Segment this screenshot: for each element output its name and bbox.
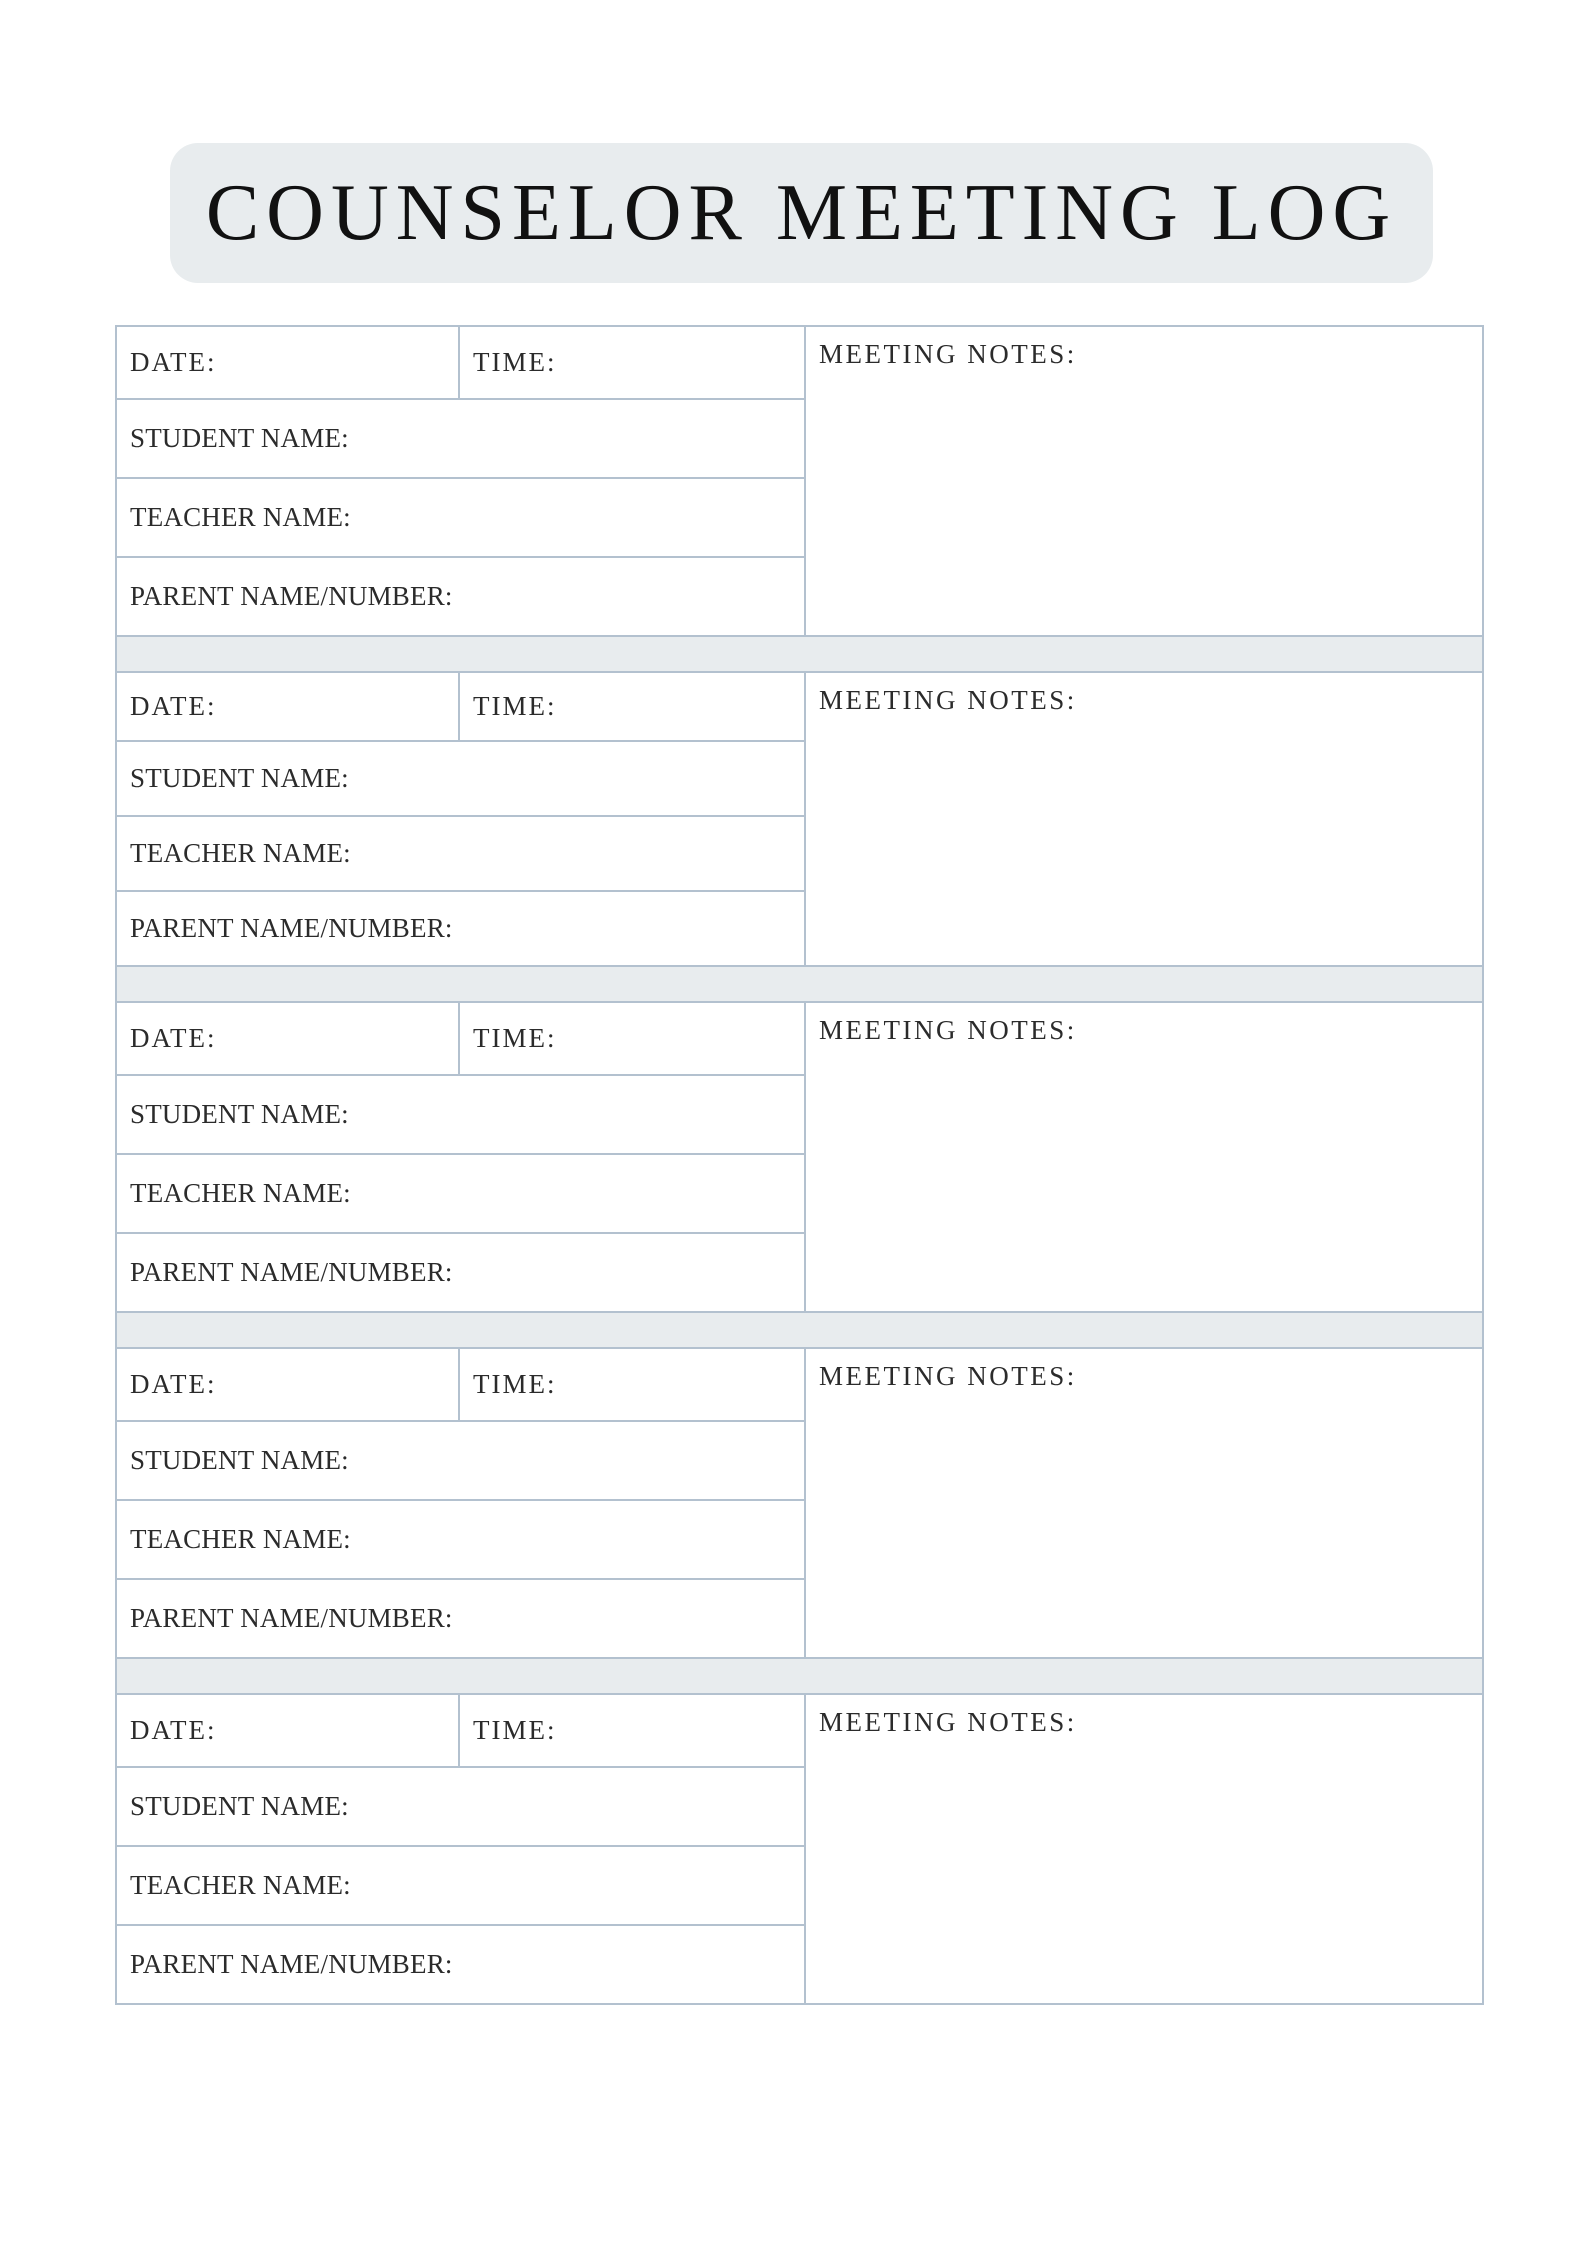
date-label: DATE: [130, 691, 217, 722]
parent-name-number-label: PARENT NAME/NUMBER: [130, 1948, 453, 1979]
student-name-field[interactable] [117, 1422, 804, 1501]
student-name-field[interactable] [117, 742, 804, 817]
meeting-notes-field[interactable] [806, 1695, 1482, 2003]
student-name-label: STUDENT NAME: [130, 1444, 349, 1475]
meeting-entry-4 [117, 1349, 1482, 1657]
student-name-field[interactable] [117, 400, 804, 479]
entry-separator [117, 1657, 1482, 1695]
time-field[interactable] [460, 327, 804, 398]
entry-separator [117, 1311, 1482, 1349]
meeting-notes-label: MEETING NOTES: [819, 1015, 1077, 1045]
meeting-notes-label: MEETING NOTES: [819, 1361, 1077, 1391]
date-time-row [117, 673, 804, 742]
date-label: DATE: [130, 1714, 217, 1745]
date-time-row [117, 1695, 804, 1768]
student-name-field[interactable] [117, 1076, 804, 1155]
meeting-notes-field[interactable] [806, 1003, 1482, 1311]
entry-fields [117, 1003, 806, 1311]
date-field[interactable] [117, 1695, 460, 1766]
meeting-notes-label: MEETING NOTES: [819, 685, 1077, 715]
meeting-notes-label: MEETING NOTES: [819, 1707, 1077, 1737]
entry-separator [117, 635, 1482, 673]
teacher-name-label: TEACHER NAME: [130, 1869, 351, 1900]
date-time-row [117, 327, 804, 400]
meeting-entry-5 [117, 1695, 1482, 2003]
parent-name-number-field[interactable] [117, 1926, 804, 2003]
teacher-name-label: TEACHER NAME: [130, 501, 351, 532]
teacher-name-field[interactable] [117, 1155, 804, 1234]
parent-name-number-label: PARENT NAME/NUMBER: [130, 1256, 453, 1287]
date-label: DATE: [130, 1368, 217, 1399]
date-label: DATE: [130, 346, 217, 377]
teacher-name-label: TEACHER NAME: [130, 1523, 351, 1554]
meeting-notes-label: MEETING NOTES: [819, 339, 1077, 369]
entry-fields [117, 327, 806, 635]
teacher-name-field[interactable] [117, 1501, 804, 1580]
time-label: TIME: [473, 691, 557, 722]
time-label: TIME: [473, 1368, 557, 1399]
parent-name-number-field[interactable] [117, 1580, 804, 1657]
date-field[interactable] [117, 1349, 460, 1420]
entry-fields [117, 673, 806, 965]
date-time-row [117, 1349, 804, 1422]
parent-name-number-field[interactable] [117, 1234, 804, 1311]
date-time-row [117, 1003, 804, 1076]
parent-name-number-field[interactable] [117, 892, 804, 965]
time-field[interactable] [460, 673, 804, 740]
time-field[interactable] [460, 1695, 804, 1766]
meeting-entry-3 [117, 1003, 1482, 1311]
time-label: TIME: [473, 1714, 557, 1745]
student-name-label: STUDENT NAME: [130, 1790, 349, 1821]
student-name-label: STUDENT NAME: [130, 422, 349, 453]
meeting-entry-1 [117, 327, 1482, 635]
teacher-name-field[interactable] [117, 479, 804, 558]
date-field[interactable] [117, 327, 460, 398]
teacher-name-field[interactable] [117, 817, 804, 892]
meeting-log-table [115, 325, 1484, 2005]
parent-name-number-label: PARENT NAME/NUMBER: [130, 1602, 453, 1633]
teacher-name-label: TEACHER NAME: [130, 1177, 351, 1208]
date-field[interactable] [117, 673, 460, 740]
date-field[interactable] [117, 1003, 460, 1074]
entry-fields [117, 1349, 806, 1657]
teacher-name-field[interactable] [117, 1847, 804, 1926]
time-field[interactable] [460, 1003, 804, 1074]
entry-separator [117, 965, 1482, 1003]
meeting-entry-2 [117, 673, 1482, 965]
parent-name-number-label: PARENT NAME/NUMBER: [130, 580, 453, 611]
meeting-notes-field[interactable] [806, 673, 1482, 965]
page-title: COUNSELOR MEETING LOG [205, 168, 1398, 257]
entry-fields [117, 1695, 806, 2003]
title-banner [170, 143, 1433, 283]
time-field[interactable] [460, 1349, 804, 1420]
parent-name-number-label: PARENT NAME/NUMBER: [130, 913, 453, 943]
student-name-label: STUDENT NAME: [130, 1098, 349, 1129]
time-label: TIME: [473, 1022, 557, 1053]
meeting-notes-field[interactable] [806, 327, 1482, 635]
meeting-notes-field[interactable] [806, 1349, 1482, 1657]
parent-name-number-field[interactable] [117, 558, 804, 635]
teacher-name-label: TEACHER NAME: [130, 838, 351, 869]
time-label: TIME: [473, 346, 557, 377]
student-name-field[interactable] [117, 1768, 804, 1847]
date-label: DATE: [130, 1022, 217, 1053]
student-name-label: STUDENT NAME: [130, 763, 349, 794]
